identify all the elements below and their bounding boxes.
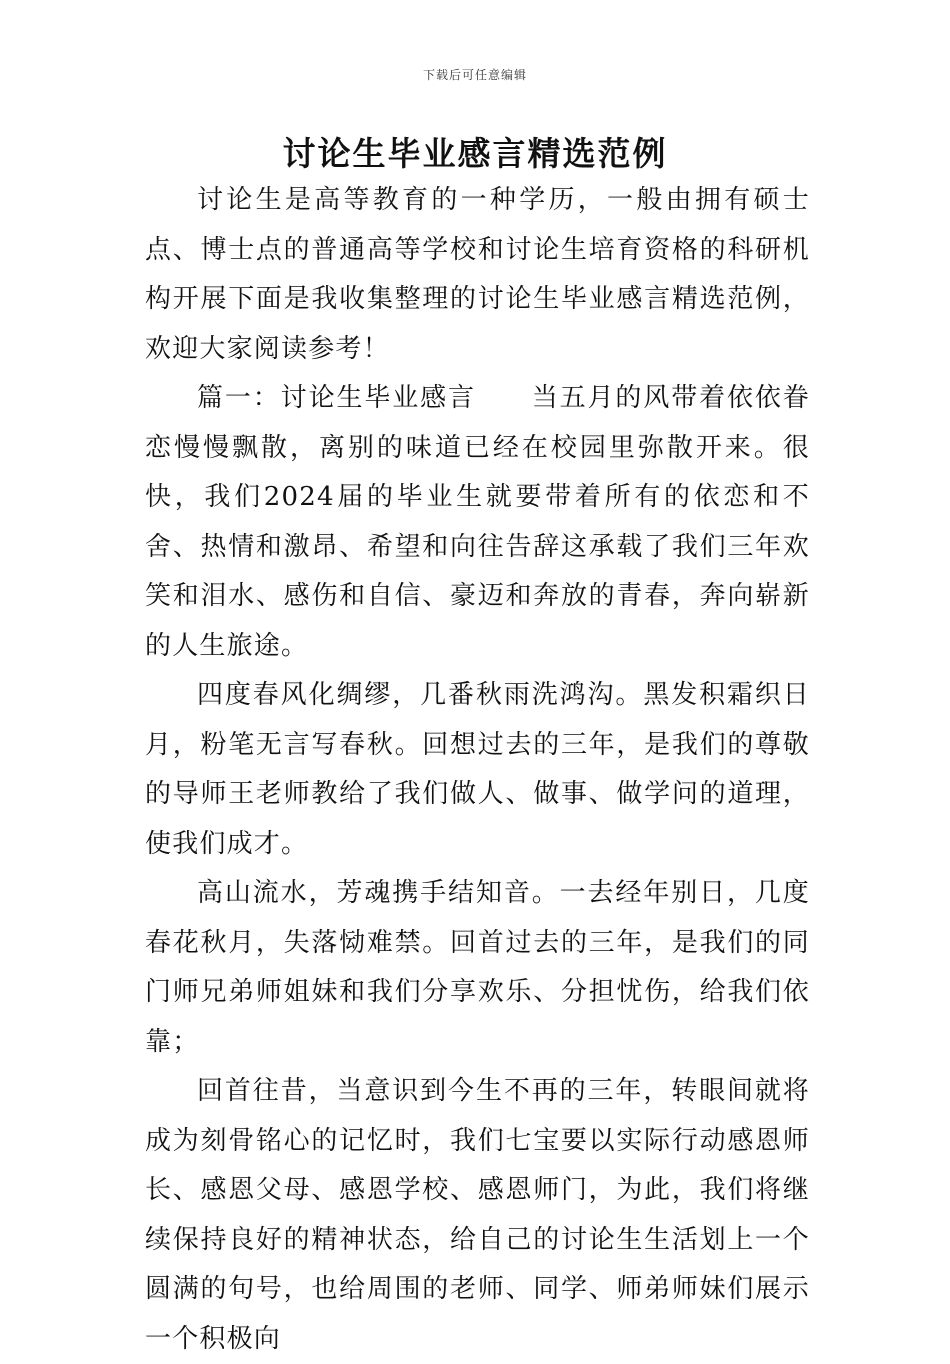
paragraph-gratitude: 回首往昔，当意识到今生不再的三年，转眼间就将成为刻骨铭心的记忆时，我们七宝要以实际行动感恩师长、感恩父母、感恩学校、感恩师门，为此，我们将继续保持良好的精神状态，给自己的讨论生生活划上一个圆满的句号，也给周围的老师、同学、师弟师妹们展示一个积极向 [145, 1076, 810, 1354]
paragraph-teacher: 四度春风化绸缪，几番秋雨洗鸿沟。黑发积霜织日月，粉笔无言写春秋。回想过去的三年，是我们的尊敬的导师王老师教给了我们做人、做事、做学问的道理，使我们成才。 [145, 680, 810, 859]
paragraph-part-one: 篇一：讨论生毕业感言 当五月的风带着依依眷恋慢慢飘散，离别的味道已经在校园里弥散开来。很快，我们2024届的毕业生就要带着所有的依恋和不舍、热情和激昂、希望和向往告辞这承载了我们三年欢笑和泪水、感伤和自信、豪迈和奔放的青春，奔向崭新的人生旅途。 [145, 383, 810, 661]
document-title: 讨论生毕业感言精选范例 [282, 134, 668, 173]
paragraph-intro: 讨论生是高等教育的一种学历，一般由拥有硕士点、博士点的普通高等学校和讨论生培育资格的科研机构开展下面是我收集整理的讨论生毕业感言精选范例，欢迎大家阅读参考！ [145, 185, 810, 364]
paragraph-classmates: 高山流水，芳魂携手结知音。一去经年别日，几度春花秋月，失落恸难禁。回首过去的三年，是我们的同门师兄弟师姐妹和我们分享欢乐、分担忧伤，给我们依靠； [145, 878, 810, 1057]
document-body [145, 176, 810, 1364]
header-note: 下载后可任意编辑 [422, 68, 527, 82]
